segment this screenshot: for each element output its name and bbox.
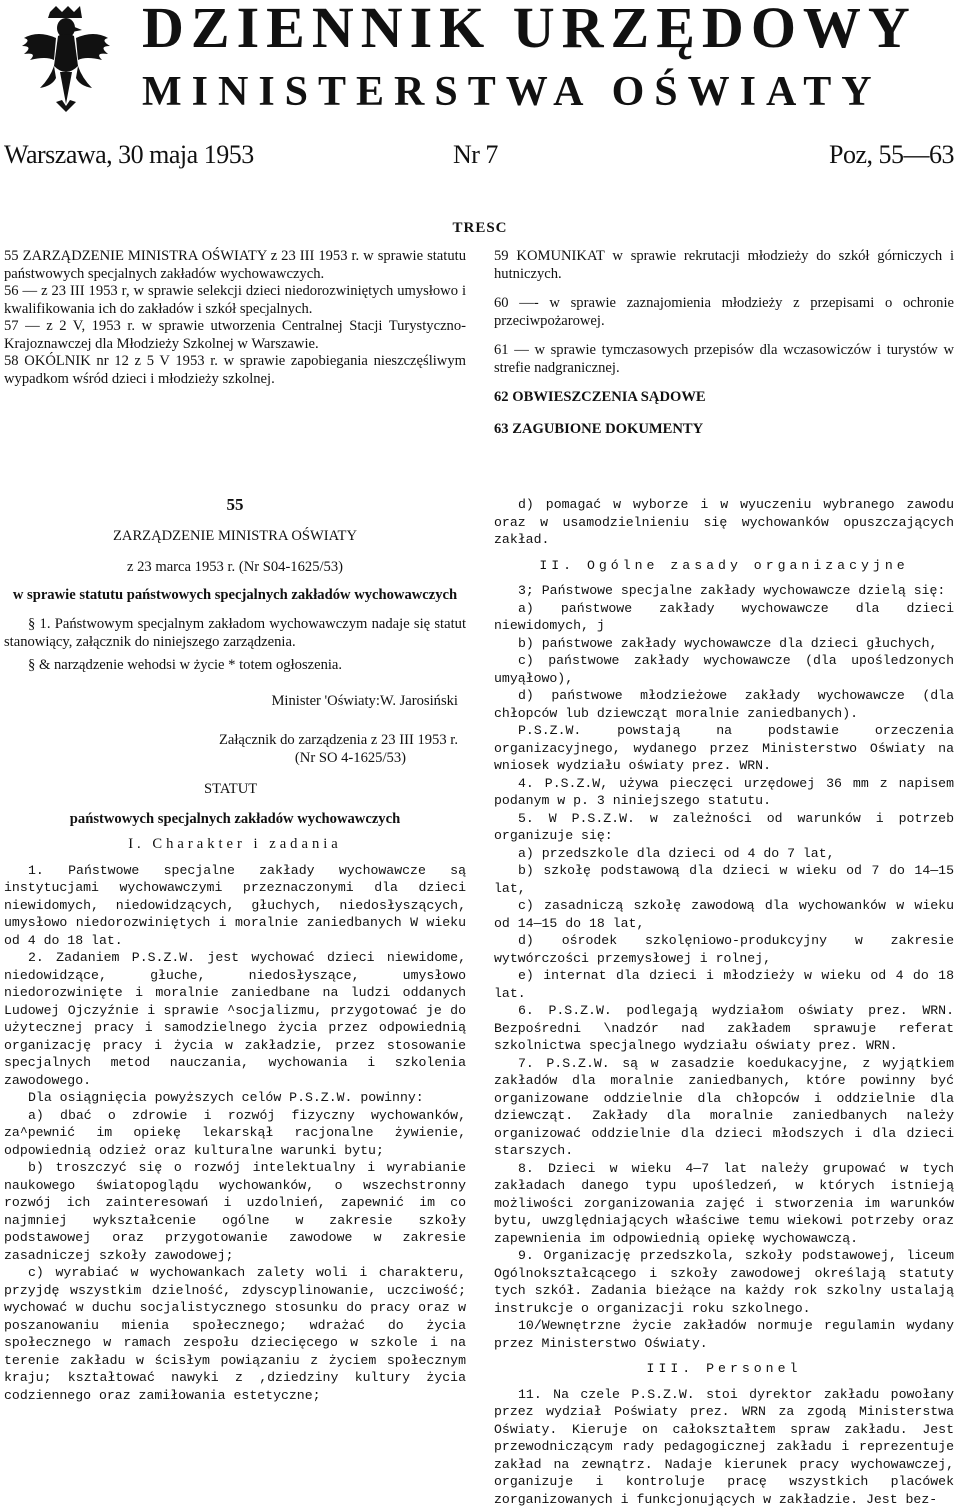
chapter-heading: II. Ogólne zasady organizacyjne — [494, 557, 954, 575]
contents-item: 62 OBWIESZCZENIA SĄDOWE — [494, 389, 954, 407]
contents-item: 59 KOMUNIKAT w sprawie rekrutacji młodzieży do szkół górniczych i hutniczych. — [494, 248, 954, 283]
annex-number: (Nr SO 4-1625/53) — [4, 750, 466, 768]
paragraph: b) szkołę podstawową dla dzieci w wieku od 7 do 14—15 lat, — [494, 862, 954, 897]
paragraph: c) wyrabiać w wychowankach zalety woli i charakteru, przyjdę wszystkim dzielność, zdyscyplinowanie, uczciwość; wychować w duchu socjalistycznego stosunku do pracy oraz w poszanowaniu mienia społecznego; wdrażać do życia społecznego w ramach zespołu dziecięcego w szkole i na terenie zakładu w ścisłym powiązaniu z życiem społecznym kraju; kształtować nawyki z ,dziedziny kultury życia codziennego oraz zamiłowania estetyczne; — [4, 1264, 466, 1404]
contents-item: 58 OKÓLNIK nr 12 z 5 V 1953 r. w sprawie zapobiegania nieszczęśliwym wypadkom wśród dzieci i młodzieży szkolnej. — [4, 353, 466, 388]
contents-left — [4, 248, 466, 388]
annex-reference: Załącznik do zarządzenia z 23 III 1953 r. — [4, 732, 466, 750]
contents-item: 56 — z 23 III 1953 r, w sprawie selekcji dzieci niedorozwiniętych umysłowo i kwalifikowania ich do zakładów i szkół specjalnych. — [4, 283, 466, 318]
contents-item: 60 —- w sprawie zaznajomienia młodzieży z przepisami o ochronie przeciwpożarowej. — [494, 295, 954, 330]
contents-item: 63 ZAGUBIONE DOKUMENTY — [494, 421, 954, 439]
left-column — [4, 496, 466, 1404]
order-heading: ZARZĄDZENIE MINISTRA OŚWIATY — [4, 528, 466, 546]
eagle-emblem — [10, 4, 122, 116]
paragraph: e) internat dla dzieci i młodzieży w wieku od 4 do 18 lat. — [494, 967, 954, 1002]
paragraph: 8. Dzieci w wieku 4—7 lat należy grupować w tych zakładach danego typu upośledzeń, w których istnieją możliwości zorganizowania zajęć i stworzenia im warunków bytu, uwzględniających właściwe temu wiekowi potrzeby oraz zapewnienia im odpowiednią opiekę wychowawczą. — [494, 1160, 954, 1248]
journal-title: DZIENNIK URZĘDOWY — [142, 0, 917, 61]
paragraph: Dla osiągnięcia powyższych celów P.S.Z.W. powinny: — [4, 1089, 466, 1107]
issue-number: Nr 7 — [453, 140, 498, 170]
place-date: Warszawa, 30 maja 1953 — [4, 140, 254, 170]
paragraph: a) przedszkole dla dzieci od 4 do 7 lat, — [494, 845, 954, 863]
paragraph: a) dbać o zdrowie i rozwój fizyczny wychowanków, za^pewnić im opiekę lekarskął racjonalne żywienie, odpowiednią odzież oraz kulturalne warunki bytu; — [4, 1107, 466, 1160]
paragraph: d) pomagać w wyborze i w wyuczeniu wybranego zawodu oraz w usamodzielnieniu się wychowanków opuszczających zakład. — [494, 496, 954, 549]
paragraph: b) państwowe zakłady wychowawcze dla dzieci głuchych, — [494, 635, 954, 653]
paragraph: 4. P.S.Z.W, używa pieczęci urzędowej 36 mm z napisem podanym w p. 3 niniejszego statutu. — [494, 775, 954, 810]
contents-heading: TRESC — [0, 220, 960, 237]
paragraph: b) troszczyć się o rozwój intelektualny i wyrabianie naukowego światopoglądu wychowanków, o wszechstronny rozwój ich zainteresowań i uzdolnień, zapewnić im co najmniej wykształcenie ogólne w zakresie szkoły podstawowej oraz przygotowanie zawodowe w zakresie zasadniczej szkoły zawodowej; — [4, 1159, 466, 1264]
paragraph: 3; Państwowe specjalne zakłady wychowawcze dzielą się: — [494, 582, 954, 600]
contents-item: 61 — w sprawie tymczasowych przepisów dla wczasowiczów i turystów w strefie nadgranicznej. — [494, 342, 954, 377]
contents-item: 57 — z 2 V, 1953 r. w sprawie utworzenia Centralnej Stacji Turystyczno-Krajoznawczej dla Młodzieży Szkolnej w Warszawie. — [4, 318, 466, 353]
contents-item: 55 ZARZĄDZENIE MINISTRA OŚWIATY z 23 III 1953 r. w sprawie statutu państwowych specjalnych zakładów wychowawczych. — [4, 248, 466, 283]
paragraph: 5. W P.S.Z.W. w zależności od warunków i potrzeb organizuje się: — [494, 810, 954, 845]
signature: Minister 'Oświaty:W. Jarosiński — [4, 693, 466, 711]
statute-title: STATUT — [4, 781, 466, 799]
chapter-heading: I. Charakter i zadania — [4, 836, 466, 854]
statute-subtitle: państwowych specjalnych zakładów wychowawczych — [4, 811, 466, 829]
right-column — [494, 496, 954, 1508]
statute-text — [4, 862, 466, 1405]
paragraph: § 1. Państwowym specjalnym zakładom wychowawczym nadaje się statut stanowiący, załącznik do niniejszego zarządzenia. — [4, 616, 466, 651]
order-number: 55 — [4, 496, 466, 514]
paragraph: c) zasadniczą szkołę zawodową dla wychowanków w wieku od 14—15 do 18 lat, — [494, 897, 954, 932]
contents-right — [494, 248, 954, 438]
paragraph: 9. Organizację przedszkola, szkoły podstawowej, liceum Ogólnokształcącego i szkoły zawodowej określają statuty tych szkół. Zadania bieżące na każdy rok szkolny ustalają instrukcje o organizacji roku szkolnego. — [494, 1247, 954, 1317]
positions: Poz, 55—63 — [829, 140, 954, 170]
paragraph: 6. P.S.Z.W. podlegają wydziałom oświaty prez. WRN. Bezpośredni \nadzór nad zakładem sprawuje referat szkolnictwa specjalnego wydziału oświaty prez. WRN. — [494, 1002, 954, 1055]
paragraph: a) państwowe zakłady wychowawcze dla dzieci niewidomych, j — [494, 600, 954, 635]
chapter-heading: III. Personel — [494, 1360, 954, 1378]
paragraph: c) państwowe zakłady wychowawcze (dla upośledzonych umyąłowo), — [494, 652, 954, 687]
paragraph: 10/Wewnętrzne życie zakładów normuje regulamin wydany przez Ministerstwo Oświaty. — [494, 1317, 954, 1352]
paragraph: d) państwowe młodzieżowe zakłady wychowawcze (dla chłopców lub dziewcząt moralnie zaniedbanych). — [494, 687, 954, 722]
paragraph: § & narządzenie wehodsi w życie * totem ogłoszenia. — [4, 657, 466, 675]
order-date: z 23 marca 1953 r. (Nr S04-1625/53) — [4, 559, 466, 577]
paragraph: d) ośrodek szkolęniowo-produkcyjny w zakresie wytwórczości przemysłowej i rolnej, — [494, 932, 954, 967]
paragraph: 7. P.S.Z.W. są w zasadzie koedukacyjne, z wyjątkiem zakładów dla moralnie zaniedbanych, które powinny być organizowane oddzielnie dla chłopców i oddzielnie dla dziewcząt. Zakłady dla moralnie zaniedbanych należy organizować oddzielnie dla dzieci młodszych i dla dzieci starszych. — [494, 1055, 954, 1160]
journal-subtitle: MINISTERSTWA OŚWIATY — [142, 68, 882, 116]
paragraph: 11. Na czele P.S.Z.W. stoi dyrektor zakładu powołany przez wydział Poświaty prez. WRN za zgodą Ministerstwa Oświaty. Kieruje on całokształtem spraw zakładu. Jest przewodniczącym rady pedagogicznej zakładu i reprezentuje zakład na zewnątrz. Nadaje kierunek pracy wychowawczej, organizuje i kontroluje pracę wszystkich placówek zorganizowanych i funkcjonujących w zakładzie. Jest bez- — [494, 1386, 954, 1508]
paragraph: 1. Państwowe specjalne zakłady wychowawcze są instytucjami wychowawczymi przeznaczonymi dla dzieci niewidomych, niedowidzących, głuchych, niedosłyszących, umysłowo niedorozwiniętych i moralnie zaniedbanych W wieku od 4 do 18 lat. — [4, 862, 466, 950]
paragraph: 2. Zadaniem P.S.Z.W. jest wychować dzieci niewidome, niedowidzące, głuche, niedosłyszące, umysłowo niedorozwinięte i moralnie zaniedbane na ludzi oddanych Ludowej Ojczyźnie i sprawie ^socjalizmu, przygotować je do użytecznej pracy i samodzielnego życia przez odpowiednią organizację pracy i życia w zakładzie, przez stosowanie specjalnych metod nauczania, wychowania i szkolenia zawodowego. — [4, 949, 466, 1089]
order-subject: w sprawie statutu państwowych specjalnych zakładów wychowawczych — [4, 587, 466, 605]
paragraph: P.S.Z.W. powstają na podstawie orzeczenia organizacyjnego, wydanego przez Ministerstwo Oświaty na wniosek wydziału oświaty prez. WRN. — [494, 722, 954, 775]
